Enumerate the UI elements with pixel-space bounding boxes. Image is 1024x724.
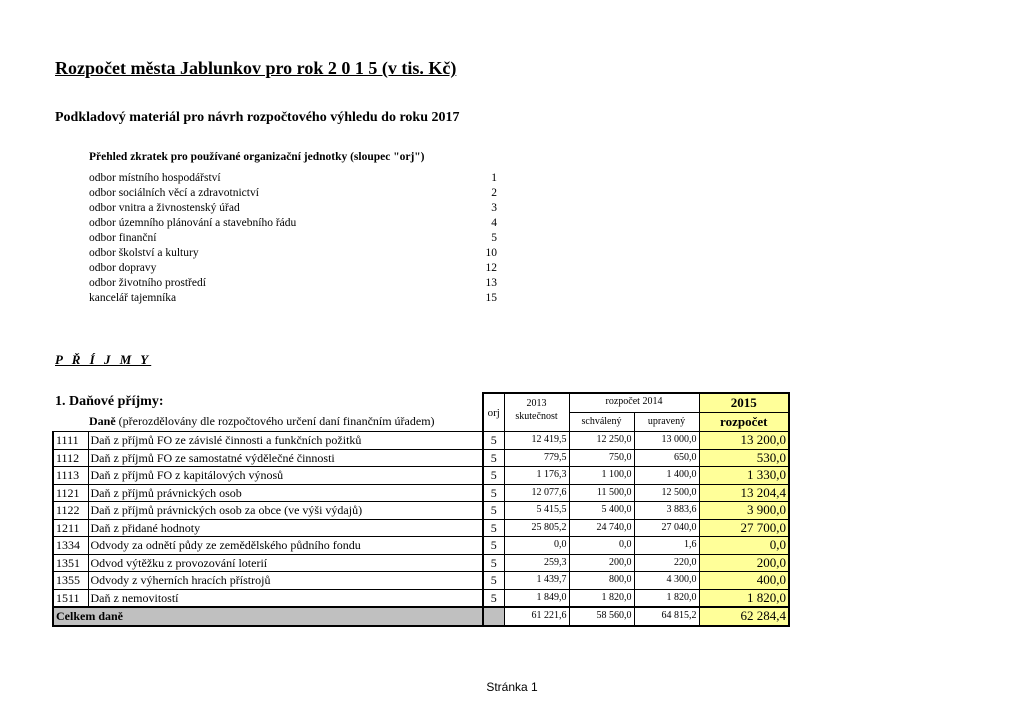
table-row [53, 467, 789, 485]
table-header-row-1 [53, 393, 789, 413]
row-schvaleny-2014: 1 100,0 [569, 467, 634, 485]
section-heading-prijmy: P Ř Í J M Y [55, 352, 152, 367]
total-orj [483, 607, 504, 626]
row-upraveny-2014: 650,0 [634, 449, 699, 467]
header-schvaleny: schválený [569, 413, 634, 432]
header-rozpocet-2014: rozpočet 2014 [569, 393, 699, 413]
row-label: Daň z příjmů právnických osob za obce (ve výši výdajů) [88, 502, 483, 520]
row-upraveny-2014: 1 400,0 [634, 467, 699, 485]
row-upraveny-2014: 27 040,0 [634, 519, 699, 537]
orj-legend-code: 4 [491, 217, 497, 229]
row-label: Daň z příjmů FO ze závislé činnosti a funkčních požitků [88, 432, 483, 450]
row-skutecnost-2013: 1 176,3 [504, 467, 569, 485]
total-skutecnost-2013: 61 221,6 [504, 607, 569, 626]
orj-legend-code: 15 [485, 292, 497, 304]
orj-legend-name: odbor dopravy [89, 262, 157, 274]
row-label: Daň z příjmů FO z kapitálových výnosů [88, 467, 483, 485]
orj-legend-item [89, 291, 499, 306]
row-rozpocet-2015: 400,0 [699, 572, 789, 590]
row-schvaleny-2014: 750,0 [569, 449, 634, 467]
section1-title: 1. Daňové příjmy: [55, 394, 164, 409]
orj-legend-code: 5 [491, 232, 497, 244]
header-2013-year: 2013 [526, 398, 547, 409]
row-skutecnost-2013: 1 849,0 [504, 589, 569, 607]
orj-legend-item [89, 276, 499, 291]
row-orj: 5 [483, 467, 504, 485]
row-code: 1211 [53, 519, 88, 537]
row-label: Daň z nemovitostí [88, 589, 483, 607]
orj-legend-item [89, 171, 499, 186]
row-code: 1355 [53, 572, 88, 590]
orj-legend-heading: Přehled zkratek pro používané organizační jednotky (sloupec "orj") [89, 151, 425, 163]
row-skutecnost-2013: 12 419,5 [504, 432, 569, 450]
total-rozpocet-2015: 62 284,4 [699, 607, 789, 626]
row-rozpocet-2015: 13 200,0 [699, 432, 789, 450]
page-title: Rozpočet města Jablunkov pro rok 2 0 1 5 (v tis. Kč) [55, 58, 457, 78]
row-label: Daň z příjmů právnických osob [88, 484, 483, 502]
orj-legend-name: odbor školství a kultury [89, 247, 199, 259]
row-label: Daň z přidané hodnoty [88, 519, 483, 537]
header-2015-rozpocet: rozpočet [699, 413, 789, 432]
row-code: 1113 [53, 467, 88, 485]
section1-subtitle-bold: Daně [89, 414, 116, 428]
row-upraveny-2014: 13 000,0 [634, 432, 699, 450]
orj-legend-list [89, 171, 499, 306]
page-subtitle: Podkladový materiál pro návrh rozpočtového výhledu do roku 2017 [55, 110, 460, 125]
header-upraveny: upravený [634, 413, 699, 432]
row-rozpocet-2015: 1 820,0 [699, 589, 789, 607]
row-label: Daň z příjmů FO ze samostatné výdělečné činnosti [88, 449, 483, 467]
table-row [53, 432, 789, 450]
orj-legend-item [89, 201, 499, 216]
row-rozpocet-2015: 530,0 [699, 449, 789, 467]
orj-legend-item [89, 186, 499, 201]
table-total-row [53, 607, 789, 626]
orj-legend-name: odbor územního plánování a stavebního řádu [89, 217, 297, 229]
total-upraveny-2014: 64 815,2 [634, 607, 699, 626]
row-schvaleny-2014: 0,0 [569, 537, 634, 555]
orj-legend-item [89, 246, 499, 261]
row-orj: 5 [483, 519, 504, 537]
orj-legend-code: 2 [491, 187, 497, 199]
row-schvaleny-2014: 200,0 [569, 554, 634, 572]
total-label: Celkem daně [53, 607, 483, 626]
row-code: 1121 [53, 484, 88, 502]
row-rozpocet-2015: 27 700,0 [699, 519, 789, 537]
row-orj: 5 [483, 572, 504, 590]
row-rozpocet-2015: 3 900,0 [699, 502, 789, 520]
row-rozpocet-2015: 13 204,4 [699, 484, 789, 502]
row-skutecnost-2013: 25 805,2 [504, 519, 569, 537]
row-orj: 5 [483, 537, 504, 555]
row-schvaleny-2014: 1 820,0 [569, 589, 634, 607]
orj-legend-name: odbor vnitra a živnostenský úřad [89, 202, 240, 214]
orj-legend-name: kancelář tajemníka [89, 292, 177, 304]
orj-legend-code: 1 [491, 172, 497, 184]
row-label: Odvody za odnětí půdy ze zemědělského půdního fondu [88, 537, 483, 555]
row-orj: 5 [483, 449, 504, 467]
row-schvaleny-2014: 24 740,0 [569, 519, 634, 537]
orj-legend-item [89, 261, 499, 276]
row-skutecnost-2013: 1 439,7 [504, 572, 569, 590]
orj-legend-code: 12 [485, 262, 497, 274]
orj-legend-name: odbor sociálních věcí a zdravotnictví [89, 187, 259, 199]
orj-legend-name: odbor finanční [89, 232, 157, 244]
header-2013-skutecnost: skutečnost [515, 411, 558, 422]
row-code: 1351 [53, 554, 88, 572]
table-row [53, 554, 789, 572]
table-row [53, 537, 789, 555]
header-orj: orj [483, 393, 504, 432]
page-footer: Stránka 1 [486, 680, 538, 694]
orj-legend-name: odbor místního hospodářství [89, 172, 221, 184]
row-schvaleny-2014: 800,0 [569, 572, 634, 590]
row-orj: 5 [483, 554, 504, 572]
row-skutecnost-2013: 12 077,6 [504, 484, 569, 502]
orj-legend-code: 3 [491, 202, 497, 214]
row-upraveny-2014: 1,6 [634, 537, 699, 555]
row-schvaleny-2014: 5 400,0 [569, 502, 634, 520]
row-skutecnost-2013: 0,0 [504, 537, 569, 555]
row-rozpocet-2015: 0,0 [699, 537, 789, 555]
row-skutecnost-2013: 5 415,5 [504, 502, 569, 520]
row-upraveny-2014: 4 300,0 [634, 572, 699, 590]
row-code: 1122 [53, 502, 88, 520]
row-orj: 5 [483, 484, 504, 502]
section1-subtitle-rest: (přerozdělovány dle rozpočtového určení daní finančním úřadem) [115, 414, 435, 428]
row-schvaleny-2014: 11 500,0 [569, 484, 634, 502]
total-schvaleny-2014: 58 560,0 [569, 607, 634, 626]
row-code: 1112 [53, 449, 88, 467]
row-upraveny-2014: 220,0 [634, 554, 699, 572]
orj-legend-code: 13 [485, 277, 497, 289]
row-upraveny-2014: 12 500,0 [634, 484, 699, 502]
orj-legend-code: 10 [485, 247, 497, 259]
row-label: Odvod výtěžku z provozování loterií [88, 554, 483, 572]
header-2013 [504, 393, 569, 432]
orj-legend-item [89, 231, 499, 246]
row-rozpocet-2015: 1 330,0 [699, 467, 789, 485]
table-row [53, 519, 789, 537]
row-orj: 5 [483, 432, 504, 450]
row-code: 1334 [53, 537, 88, 555]
row-skutecnost-2013: 259,3 [504, 554, 569, 572]
orj-legend-name: odbor životního prostředí [89, 277, 206, 289]
row-label: Odvody z výherních hracích přístrojů [88, 572, 483, 590]
header-2015-year: 2015 [699, 393, 789, 413]
row-code: 1111 [53, 432, 88, 450]
row-schvaleny-2014: 12 250,0 [569, 432, 634, 450]
row-orj: 5 [483, 589, 504, 607]
row-skutecnost-2013: 779,5 [504, 449, 569, 467]
table-row [53, 449, 789, 467]
table-row [53, 572, 789, 590]
row-upraveny-2014: 3 883,6 [634, 502, 699, 520]
table-row [53, 502, 789, 520]
table-row [53, 484, 789, 502]
table-row [53, 589, 789, 607]
row-upraveny-2014: 1 820,0 [634, 589, 699, 607]
budget-table [52, 392, 790, 627]
row-code: 1511 [53, 589, 88, 607]
orj-legend-item [89, 216, 499, 231]
row-rozpocet-2015: 200,0 [699, 554, 789, 572]
row-orj: 5 [483, 502, 504, 520]
